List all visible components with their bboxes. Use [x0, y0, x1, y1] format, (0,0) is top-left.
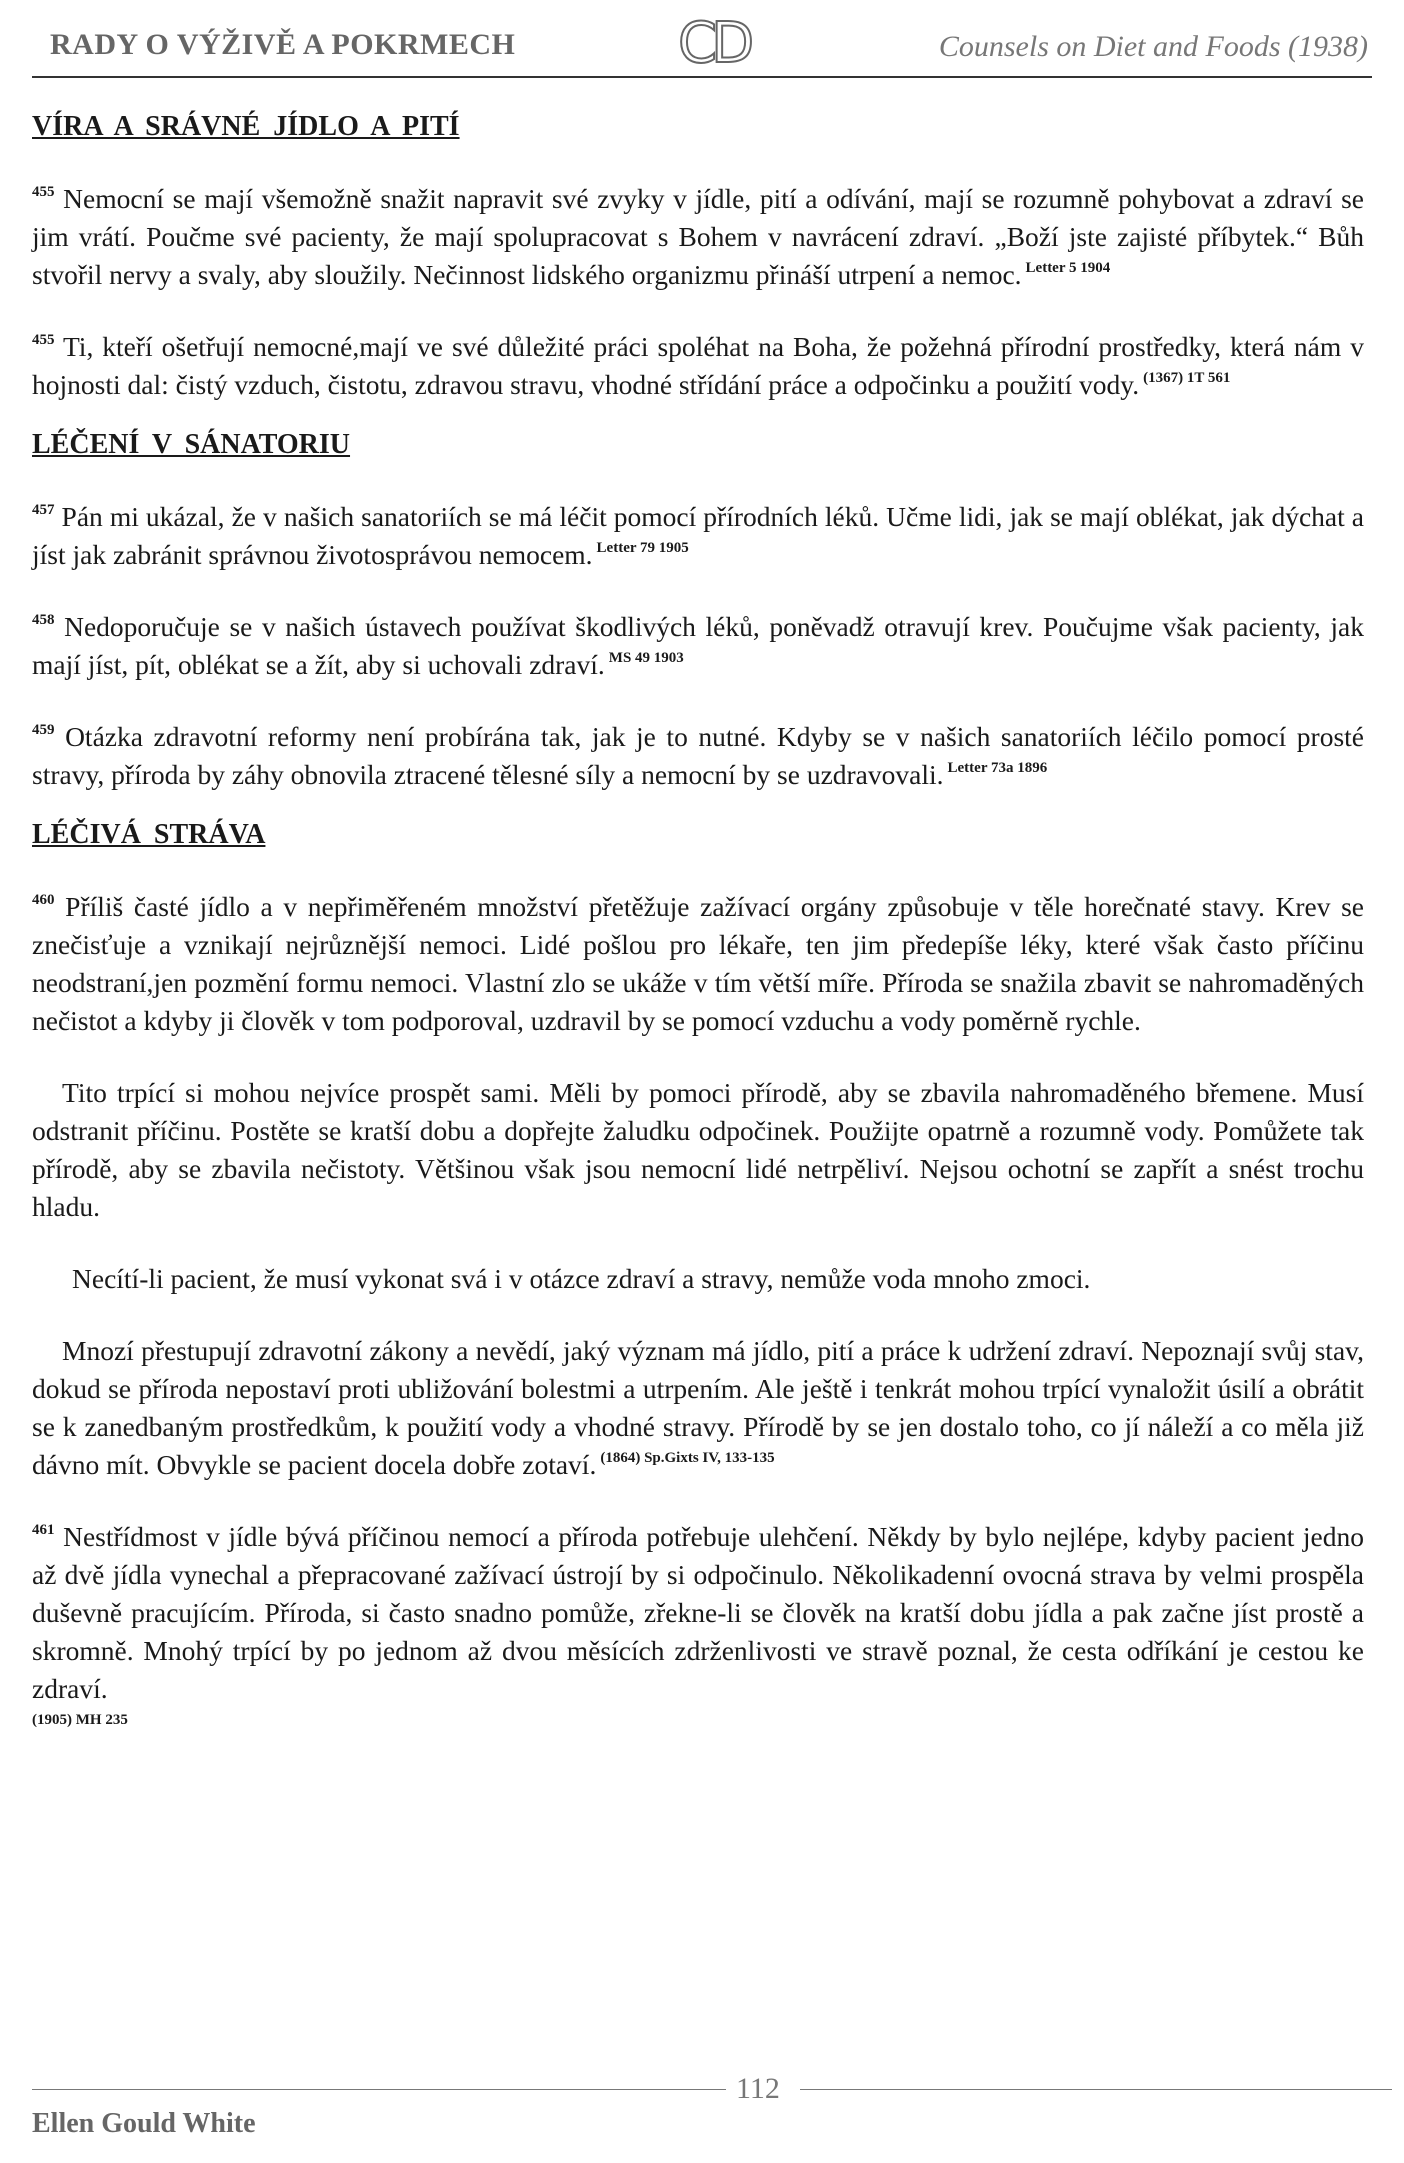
paragraph-text: Mnozí přestupují zdravotní zákony a nevědí, jaký význam má jídlo, pití a práce k udržení zdraví. Nepoznají svůj stav, dokud se příroda nepostaví proti ubližování bolestmi a utrpením. Ale ještě i tenkrát mohou trpící vynaložit úsilí a obrátit se k zanedbaným prostředkům, k použití vody a vhodné stravy. Přírodě by se jen dostalo toho, co jí náleží a co měla již dávno mít. Obvykle se pacient docela dobře zotaví.: [32, 1335, 1364, 1480]
paragraph-number: 455: [32, 332, 55, 348]
source-reference: Letter 73a 1896: [947, 760, 1048, 776]
paragraph: [32, 1518, 1364, 1746]
section-heading: VÍRA A SRÁVNÉ JÍDLO A PITÍ: [32, 111, 460, 142]
paragraph-number: 455: [32, 184, 55, 200]
paragraph-text: Otázka zdravotní reformy není probírána tak, jak je to nutné. Kdyby se v našich sanatoriích léčilo pomocí prosté stravy, příroda by záhy obnovila ztracené tělesné síly a nemocní by se uzdravovali.: [32, 721, 1364, 790]
paragraph-text: Nestřídmost v jídle bývá příčinou nemocí a příroda potřebuje ulehčení. Někdy by bylo nejlépe, kdyby pacient jedno až dvě jídla vynechal a přepracované zažívací ústrojí by si odpočinulo. Několikadenní ovocná strava by velmi prospěla duševně pracujícím. Příroda, si často snadno pomůže, zřekne-li se člověk na kratší dobu jídla a pak začne jíst prostě a skromně. Mnohý trpící by po jednom až dvou měsících zdrženlivosti ve stravě poznal, že cesta odříkání je cestou ke zdraví.: [32, 1521, 1365, 1704]
paragraph: [32, 328, 1364, 404]
paragraph-number: 458: [32, 612, 55, 628]
paragraph-text: Nemocní se mají všemožně snažit napravit své zvyky v jídle, pití a odívání, mají se rozumně pohybovat a zdraví se jim vrátí. Poučme své pacienty, že mají spolupracovat s Bohem v navrácení zdraví. „Boží jste zajisté příbytek.“ Bůh stvořil nervy a svaly, aby sloužily. Nečinnost lidského organizmu přináší utrpení a nemoc.: [32, 183, 1365, 290]
source-reference: MS 49 1903: [608, 650, 684, 666]
source-reference: (1905) MH 235: [32, 1712, 128, 1728]
paragraph: [32, 498, 1364, 574]
page-content: [32, 108, 1364, 1746]
paragraph-text: Tito trpící si mohou nejvíce prospět sami. Měli by pomoci přírodě, aby se zbavila nahromaděného břemene. Musí odstranit příčinu. Postěte se kratší dobu a dopřejte žaludku odpočinek. Použijte opatrně a rozumně vody. Pomůžete tak přírodě, aby se zbavila nečistoty. Většinou však jsou nemocní lidé netrpěliví. Nejsou ochotní se zapřít a snést trochu hladu.: [32, 1077, 1364, 1222]
page-number: 112: [736, 2072, 780, 2105]
source-reference: Letter 79 1905: [596, 540, 689, 556]
paragraph-text: Příliš časté jídlo a v nepřiměřeném množství přetěžuje zažívací orgány způsobuje v těle horečnaté stavy. Krev se znečisťuje a vznikají nejrůznější nemoci. Lidé pošlou pro lékaře, ten jim předepíše léky, které však často příčinu neodstraní,jen pozmění formu nemoci. Vlastní zlo se ukáže v tím větší míře. Příroda se snažila zbavit se nahromaděných nečistot a kdyby ji člověk v tom podporoval, uzdravil by se pomocí vzduchu a vody poměrně rychle.: [32, 891, 1365, 1036]
paragraph-number: 461: [32, 1522, 55, 1538]
paragraph-number: 457: [32, 502, 55, 518]
footer-rule-right: [800, 2089, 1392, 2090]
cd-logo: CD: [678, 11, 749, 76]
paragraph: [32, 180, 1364, 294]
source-reference: (1864) Sp.Gixts IV, 133-135: [600, 1450, 775, 1466]
header-title-czech: RADY O VÝŽIVĚ A POKRMECH: [50, 28, 516, 61]
source-reference: (1367) 1T 561: [1143, 370, 1231, 386]
source-reference: Letter 5 1904: [1025, 260, 1111, 276]
paragraph: [32, 608, 1364, 684]
paragraph: [32, 1332, 1364, 1484]
paragraph: [32, 1074, 1364, 1226]
paragraph: [32, 718, 1364, 794]
running-header: [32, 11, 1372, 78]
footer-rule-left: [32, 2089, 726, 2090]
section-heading: LÉČENÍ V SÁNATORIU: [32, 429, 351, 460]
paragraph: [32, 888, 1364, 1040]
paragraph-text: Necítí-li pacient, že musí vykonat svá i v otázce zdraví a stravy, nemůže voda mnoho zmoci.: [72, 1263, 1091, 1294]
paragraph-number: 460: [32, 892, 55, 908]
paragraph-text: Ti, kteří ošetřují nemocné,mají ve své důležité práci spoléhat na Boha, že požehná přírodní prostředky, která nám v hojnosti dal: čistý vzduch, čistotu, zdravou stravu, vhodné střídání práce a odpočinku a použití vody.: [32, 331, 1364, 400]
author-name: Ellen Gould White: [32, 2108, 256, 2139]
paragraph-text: Nedoporučuje se v našich ústavech používat škodlivých léků, poněvadž otravují krev. Poučujme však pacienty, jak mají jíst, pít, oblékat se a žít, aby si uchovali zdraví.: [32, 611, 1364, 680]
section-heading: LÉČIVÁ STRÁVA: [32, 819, 266, 850]
header-title-english: Counsels on Diet and Foods (1938): [938, 30, 1368, 63]
paragraph-number: 459: [32, 722, 55, 738]
paragraph: [32, 1260, 1364, 1298]
paragraph-text: Pán mi ukázal, že v našich sanatoriích se má léčit pomocí přírodních léků. Učme lidi, jak se mají oblékat, jak dýchat a jíst jak zabránit správnou životosprávou nemocem.: [32, 501, 1364, 570]
